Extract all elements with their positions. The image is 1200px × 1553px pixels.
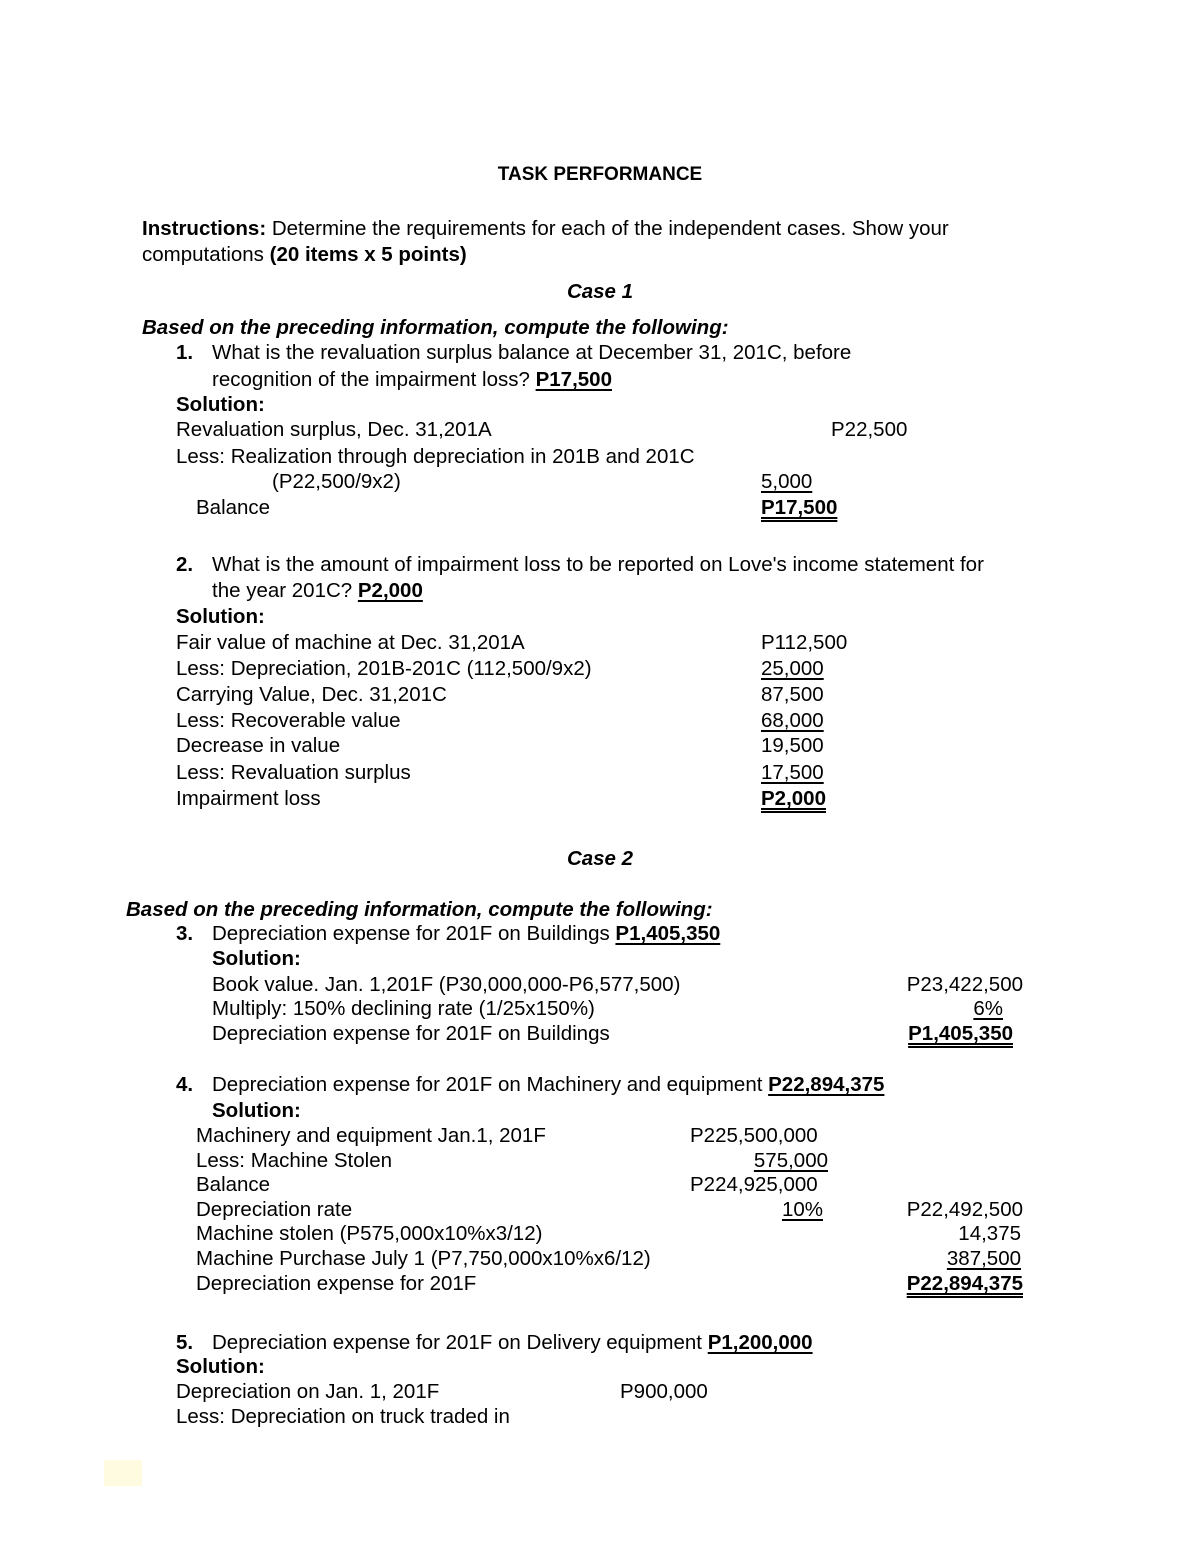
q3-row-label: Multiply: 150% declining rate (1/25x150%) (212, 997, 595, 1020)
q1-question-line2 (212, 370, 612, 391)
q2-question-text: the year 201C? (212, 579, 358, 602)
q4-row-label: Machinery and equipment Jan.1, 201F (196, 1124, 546, 1147)
q1-question-text: recognition of the impairment loss? (212, 368, 536, 391)
q3-row-value: 6% (973, 997, 1003, 1020)
q1-number: 1. (176, 341, 194, 364)
q3-answer: P1,405,350 (615, 922, 721, 945)
q4-row-label: Depreciation rate (196, 1198, 353, 1221)
q5-row-label: Less: Depreciation on truck traded in (176, 1405, 510, 1428)
case1-heading: Case 1 (566, 280, 634, 303)
q1-row-label: Revaluation surplus, Dec. 31,201A (176, 418, 492, 441)
q3-question (212, 924, 720, 945)
q2-row-value: 17,500 (761, 761, 824, 784)
q4-row-mid: 575,000 (753, 1149, 828, 1172)
q5-answer: P1,200,000 (707, 1331, 813, 1354)
q4-solution-label: Solution: (212, 1099, 301, 1122)
q4-row-mid: P224,925,000 (690, 1173, 818, 1196)
instructions-label: Instructions: (142, 217, 267, 240)
q2-row-value: P112,500 (761, 631, 848, 654)
q4-question-text: Depreciation expense for 201F on Machinery and equipment (212, 1073, 769, 1096)
q2-question-line2 (212, 581, 423, 602)
instructions-text: Determine the requirements for each of the independent cases. Show your (266, 217, 949, 240)
q1-row-value: P17,500 (761, 496, 838, 519)
q3-number: 3. (176, 922, 194, 945)
q5-solution-label: Solution: (176, 1355, 265, 1378)
instructions-points: (20 items x 5 points) (269, 243, 467, 266)
q2-solution-label: Solution: (176, 605, 265, 628)
q3-row-label: Depreciation expense for 201F on Buildings (212, 1022, 610, 1045)
q2-row-value: P2,000 (761, 787, 826, 810)
instructions-line-1 (142, 219, 949, 240)
q2-row-label: Fair value of machine at Dec. 31,201A (176, 631, 525, 654)
q2-row-label: Decrease in value (176, 734, 341, 757)
case2-heading: Case 2 (566, 847, 634, 870)
highlight-mark (104, 1460, 142, 1486)
q2-answer: P2,000 (357, 579, 423, 602)
q3-row-value: P1,405,350 (908, 1022, 1013, 1045)
q4-row-mid: P225,500,000 (690, 1124, 818, 1147)
q1-solution-label: Solution: (176, 393, 265, 416)
q2-row-label: Less: Depreciation, 201B-201C (112,500/9x2) (176, 657, 592, 680)
q2-row-label: Less: Revaluation surplus (176, 761, 411, 784)
q1-question-line1: What is the revaluation surplus balance at December 31, 201C, before (212, 341, 852, 364)
q4-row-right: P22,894,375 (906, 1272, 1023, 1295)
q3-row-value: P23,422,500 (906, 973, 1023, 996)
q2-row-value: 87,500 (761, 683, 824, 706)
q1-row-label: Balance (196, 496, 271, 519)
q4-row-label: Balance (196, 1173, 271, 1196)
q2-row-label: Impairment loss (176, 787, 321, 810)
q1-row-value: 5,000 (761, 470, 813, 493)
q2-row-label: Less: Recoverable value (176, 709, 401, 732)
q3-solution-label: Solution: (212, 947, 301, 970)
instructions-text-2: computations (142, 243, 270, 266)
q5-question-text: Depreciation expense for 201F on Delivery equipment (212, 1331, 708, 1354)
page-title: TASK PERFORMANCE (497, 164, 703, 185)
q2-row-value: 25,000 (761, 657, 824, 680)
q2-number: 2. (176, 553, 194, 576)
q4-number: 4. (176, 1073, 194, 1096)
q4-answer: P22,894,375 (768, 1073, 885, 1096)
q3-row-label: Book value. Jan. 1,201F (P30,000,000-P6,577,500) (212, 973, 681, 996)
q4-row-right: 14,375 (958, 1222, 1021, 1245)
q2-row-value: 19,500 (761, 734, 824, 757)
q4-row-right: P22,492,500 (906, 1198, 1023, 1221)
q4-row-label: Less: Machine Stolen (196, 1149, 393, 1172)
q1-row-label: Less: Realization through depreciation in 201B and 201C (176, 445, 695, 468)
q1-row-label: (P22,500/9x2) (272, 470, 401, 493)
q4-row-right: 387,500 (946, 1247, 1021, 1270)
q5-row-label: Depreciation on Jan. 1, 201F (176, 1380, 440, 1403)
q4-row-label: Depreciation expense for 201F (196, 1272, 477, 1295)
q5-number: 5. (176, 1331, 194, 1354)
q1-row-value: P22,500 (831, 418, 908, 441)
case2-intro: Based on the preceding information, compute the following: (126, 898, 713, 921)
q1-answer: P17,500 (535, 368, 612, 391)
q3-question-text: Depreciation expense for 201F on Buildings (212, 922, 616, 945)
q2-question-line1: What is the amount of impairment loss to be reported on Love's income statement for (212, 553, 984, 576)
q2-row-value: 68,000 (761, 709, 824, 732)
q4-row-label: Machine Purchase July 1 (P7,750,000x10%x6/12) (196, 1247, 651, 1270)
instructions-line-2 (142, 245, 467, 266)
q4-row-label: Machine stolen (P575,000x10%x3/12) (196, 1222, 543, 1245)
q5-question (212, 1333, 813, 1354)
case1-intro: Based on the preceding information, compute the following: (142, 316, 729, 339)
q4-row-mid: 10% (781, 1198, 823, 1221)
q2-row-label: Carrying Value, Dec. 31,201C (176, 683, 447, 706)
q4-question (212, 1075, 884, 1096)
q5-row-value: P900,000 (620, 1380, 708, 1403)
